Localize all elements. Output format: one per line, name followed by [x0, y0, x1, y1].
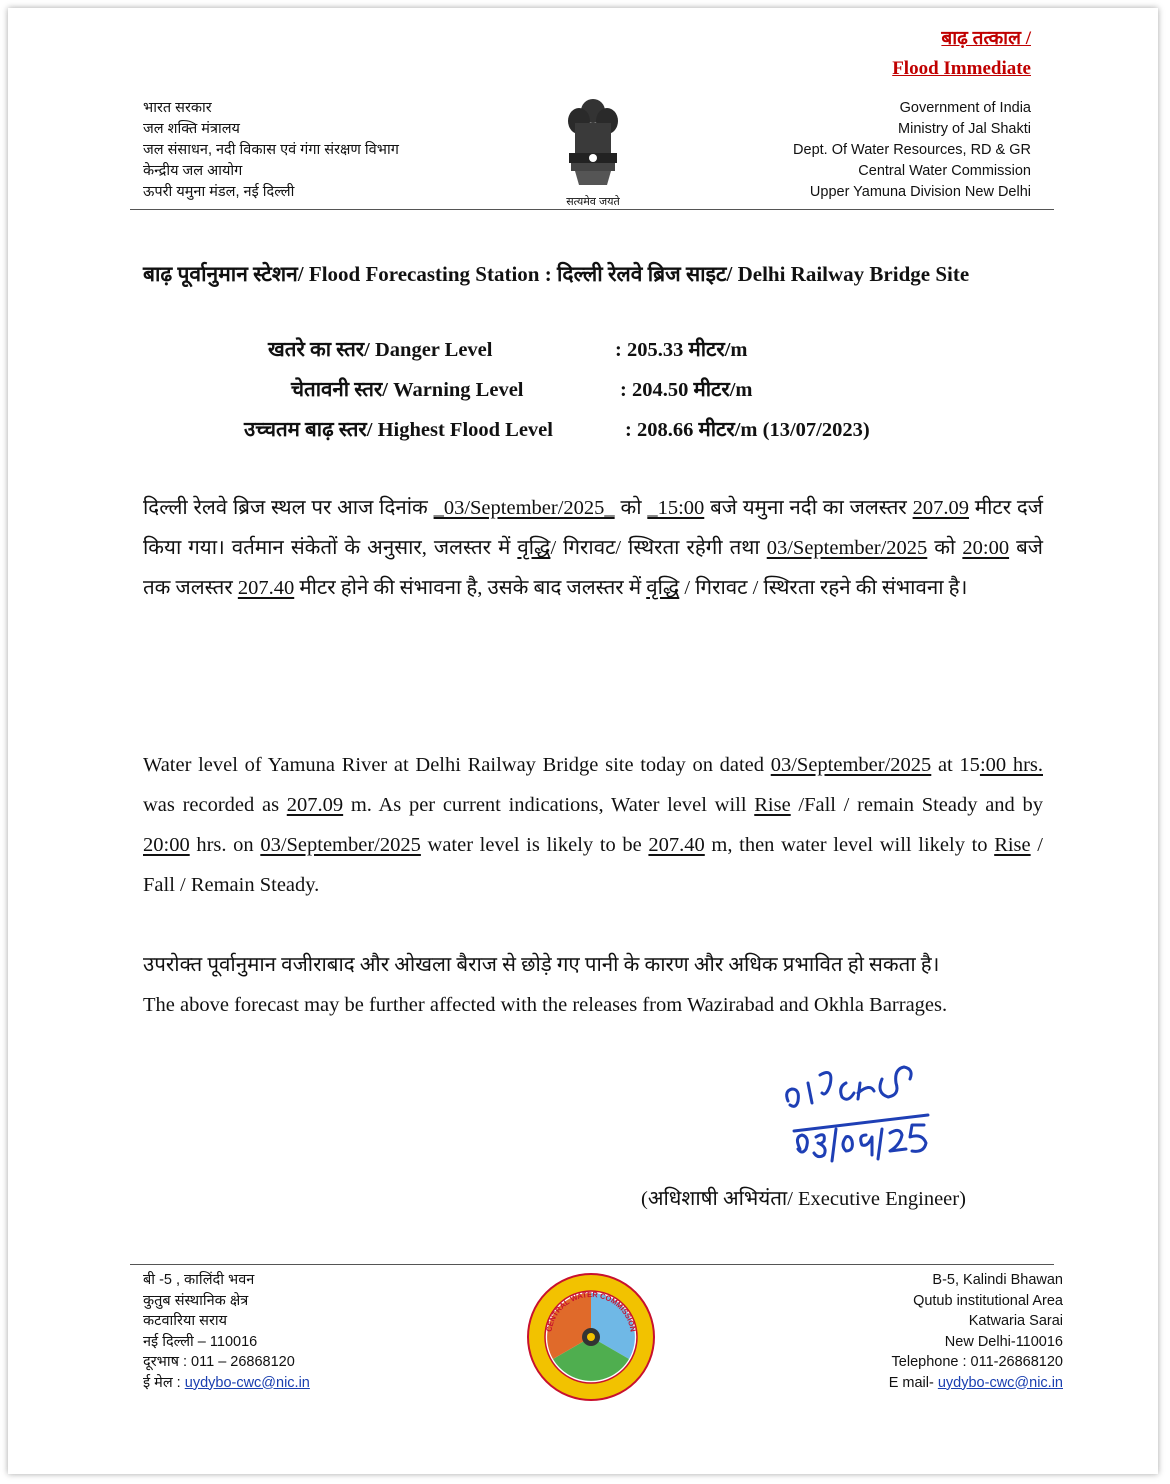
trend-rise: Rise	[754, 794, 791, 816]
forecast-level: 207.40	[648, 834, 705, 856]
header-english-line: Dept. Of Water Resources, RD & GR	[793, 142, 1031, 158]
header-hindi-line: भारत सरकार	[143, 100, 212, 116]
forecast-time: :00 hrs.	[979, 754, 1043, 776]
forecast-date: _03/September/2025_	[433, 497, 615, 519]
trend-rise: वृद्धि	[517, 537, 551, 559]
danger-level-label: खतरे का स्तर/ Danger Level	[268, 339, 493, 361]
footer-email-hindi: ई मेल : uydybo-cwc@nic.in	[143, 1374, 310, 1391]
forecast-level: 207.40	[237, 577, 295, 599]
english-forecast-paragraph: Water level of Yamuna River at Delhi Railway Bridge site today on dated 03/September/2025 at 15:00 hrs. was recorded as 207.09 m. As per current indications, Water level will Rise /Fall / remain Steady and by 20:00 hrs. on 03/September/2025 water level is likely to be 207.40 m, then water level will likely to Rise / Fall / Remain Steady.	[143, 754, 1043, 896]
header-english-line: Upper Yamuna Division New Delhi	[809, 184, 1031, 200]
emblem-motto: सत्यमेव जयते	[566, 196, 620, 208]
current-level: 207.09	[912, 497, 969, 519]
footer-address-english	[889, 1270, 1063, 1393]
note-english: The above forecast may be further affected with the releases from Wazirabad and Okhla Barrages.	[143, 994, 948, 1016]
flood-immediate-english: Flood Immediate	[892, 58, 1031, 79]
flood-immediate-hindi: बाढ़ तत्काल /	[941, 28, 1031, 49]
cwc-logo-text: CENTRAL WATER COMMISSION	[544, 1289, 638, 1333]
email-link[interactable]: uydybo-cwc@nic.in	[184, 1374, 310, 1391]
forecast-date: 03/September/2025	[766, 537, 928, 559]
note-hindi: उपरोक्त पूर्वानुमान वजीराबाद और ओखला बैराज से छोड़े गए पानी के कारण और अधिक प्रभावित हो सकता है।	[143, 954, 940, 976]
footer-hindi-line: नई दिल्ली – 110016	[143, 1333, 258, 1350]
header-hindi	[143, 98, 399, 203]
hindi-forecast-paragraph: दिल्ली रेलवे ब्रिज स्थल पर आज दिनांक _03/September/2025_ को _15:00 बजे यमुना नदी का जलस्तर 207.09 मीटर दर्ज किया गया। वर्तमान संकेतों के अनुसार, जलस्तर में वृद्धि/ गिरावट/ स्थिरता रहेगी तथा 03/September/2025 को 20:00 बजे तक जलस्तर 207.40 मीटर होने की संभावना है, उसके बाद जलस्तर में वृद्धि / गिरावट / स्थिरता रहने की संभावना है।	[143, 497, 1044, 599]
lion-capital-icon	[553, 93, 633, 189]
footer-english-line: Qutub institutional Area	[913, 1292, 1063, 1309]
footer-english-line: New Delhi-110016	[944, 1333, 1063, 1350]
forecast-time: 20:00	[143, 834, 190, 856]
footer-hindi-line: बी -5 , कालिंदी भवन	[143, 1272, 255, 1288]
hfl-value: : 208.66 मीटर/m (13/07/2023)	[625, 419, 870, 441]
trend-rise: वृद्धि	[646, 577, 680, 599]
footer-hindi-line: दूरभाष : 011 – 26868120	[143, 1354, 295, 1370]
header-english-line: Ministry of Jal Shakti	[898, 121, 1031, 137]
header-english	[793, 98, 1031, 203]
danger-level-value: : 205.33 मीटर/m	[615, 339, 748, 361]
warning-level-value: : 204.50 मीटर/m	[620, 379, 753, 401]
footer-hindi-line: कटवारिया सराय	[143, 1313, 228, 1329]
footer-english-line: B-5, Kalindi Bhawan	[932, 1272, 1063, 1288]
trend-rise: Rise	[994, 834, 1031, 856]
email-link[interactable]: uydybo-cwc@nic.in	[937, 1374, 1063, 1391]
warning-level-label: चेतावनी स्तर/ Warning Level	[291, 379, 524, 401]
forecast-time: _15:00	[647, 497, 705, 519]
forecast-date: 03/September/2025	[260, 834, 421, 856]
header-hindi-line: जल शक्ति मंत्रालय	[143, 121, 240, 137]
header-hindi-line: ऊपरी यमुना मंडल, नई दिल्ली	[143, 184, 295, 200]
header-hindi-line: जल संसाधन, नदी विकास एवं गंगा संरक्षण विभाग	[143, 142, 399, 158]
header-english-line: Government of India	[899, 100, 1031, 116]
cwc-logo-icon	[525, 1271, 657, 1403]
footer-english-line: Katwaria Sarai	[968, 1313, 1063, 1329]
header-english-line: Central Water Commission	[858, 163, 1031, 179]
header-divider	[130, 209, 1054, 210]
station-title: बाढ़ पूर्वानुमान स्टेशन/ Flood Forecasting Station : दिल्ली रेलवे ब्रिज साइट/ Delhi Railway Bridge Site	[143, 262, 970, 286]
cwc-logo	[525, 1271, 657, 1403]
header-hindi-line: केन्द्रीय जल आयोग	[143, 163, 243, 179]
forecast-date: 03/September/2025	[770, 754, 932, 776]
footer-email-english: E mail- uydybo-cwc@nic.in	[888, 1374, 1063, 1391]
current-level: 207.09	[286, 794, 344, 816]
footer-divider	[130, 1264, 1054, 1265]
footer-hindi-line: कुतुब संस्थानिक क्षेत्र	[143, 1292, 249, 1309]
national-emblem	[553, 93, 633, 211]
signatory-designation: (अधिशाषी अभियंता/ Executive Engineer)	[641, 1188, 966, 1210]
footer-english-line: Telephone : 011-26868120	[891, 1354, 1063, 1370]
hfl-label: उच्चतम बाढ़ स्तर/ Highest Flood Level	[244, 419, 553, 441]
document-page	[8, 8, 1158, 1474]
forecast-time: 20:00	[962, 537, 1010, 559]
signature-image	[778, 1053, 958, 1163]
footer-address-hindi	[143, 1270, 310, 1393]
